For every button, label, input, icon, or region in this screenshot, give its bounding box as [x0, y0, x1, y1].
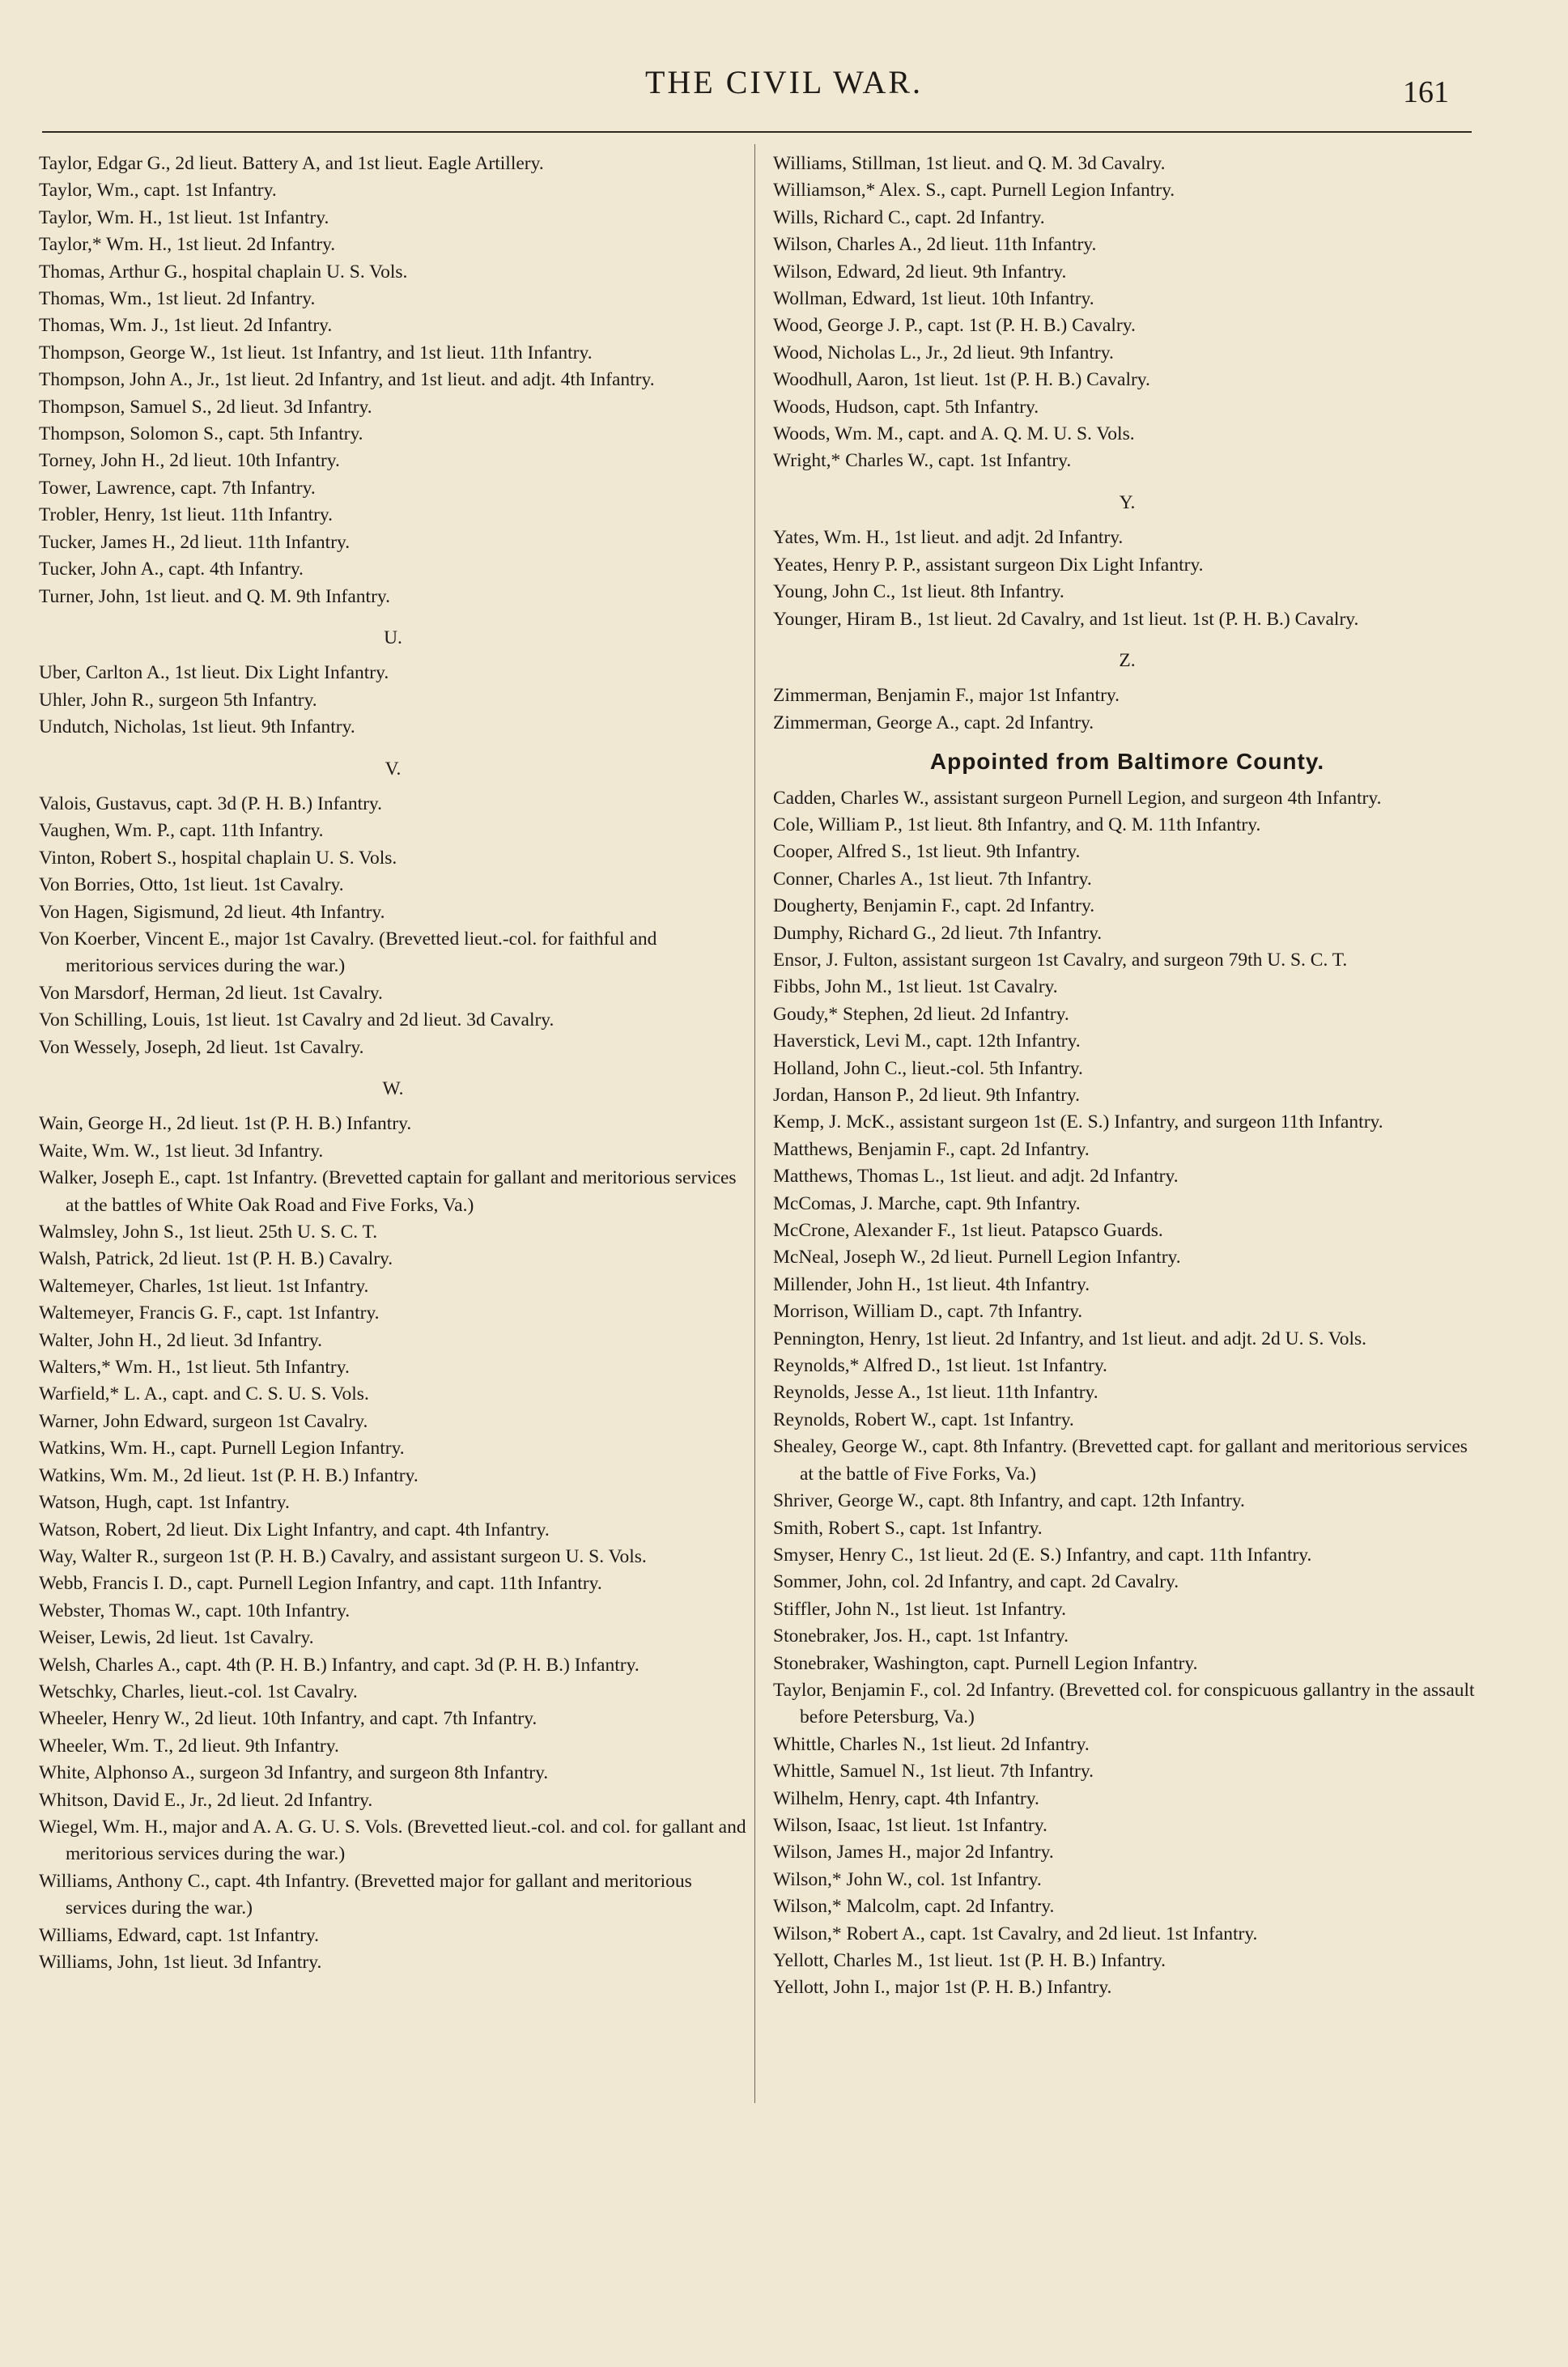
roster-entry: Yellott, Charles M., 1st lieut. 1st (P. H. B.) Infantry.: [773, 1950, 1166, 1971]
roster-entry: Walsh, Patrick, 2d lieut. 1st (P. H. B.) Cavalry.: [39, 1248, 393, 1270]
section-letter: W.: [382, 1078, 404, 1099]
roster-entry: Taylor,* Wm. H., 1st lieut. 2d Infantry.: [39, 234, 336, 256]
roster-entry: Williams, John, 1st lieut. 3d Infantry.: [39, 1952, 322, 1973]
roster-entry: Walter, John H., 2d lieut. 3d Infantry.: [39, 1329, 323, 1351]
roster-entry: Cadden, Charles W., assistant surgeon Purnell Legion, and surgeon 4th Infantry.: [773, 787, 1382, 809]
roster-entry: Kemp, J. McK., assistant surgeon 1st (E. S.) Infantry, and surgeon 11th Infantry.: [773, 1111, 1383, 1133]
roster-entry: Wilson, Edward, 2d lieut. 9th Infantry.: [773, 261, 1067, 283]
roster-entry: Wollman, Edward, 1st lieut. 10th Infantry.: [773, 288, 1094, 310]
roster-entry: Von Schilling, Louis, 1st lieut. 1st Cavalry and 2d lieut. 3d Cavalry.: [39, 1009, 555, 1031]
roster-entry: Wilson,* John W., col. 1st Infantry.: [773, 1868, 1042, 1890]
roster-entry: Young, John C., 1st lieut. 8th Infantry.: [773, 581, 1064, 603]
left-column: [39, 151, 747, 1976]
roster-entry: Wilson,* Robert A., capt. 1st Cavalry, and 2d lieut. 1st Infantry.: [773, 1923, 1258, 1944]
roster-entry: Von Borries, Otto, 1st lieut. 1st Cavalry.: [39, 874, 344, 896]
roster-entry: Von Koerber, Vincent E., major 1st Cavalry. (Brevetted lieut.-col. for faithful and meritorious services during the war.): [39, 928, 657, 977]
roster-entry: Turner, John, 1st lieut. and Q. M. 9th Infantry.: [39, 585, 390, 607]
roster-entry: Yellott, John I., major 1st (P. H. B.) Infantry.: [773, 1977, 1112, 1999]
roster-entry: Wilhelm, Henry, capt. 4th Infantry.: [773, 1787, 1039, 1809]
roster-entry: Yates, Wm. H., 1st lieut. and adjt. 2d Infantry.: [773, 527, 1124, 549]
roster-entry: Wright,* Charles W., capt. 1st Infantry.: [773, 450, 1072, 472]
roster-entry: Undutch, Nicholas, 1st lieut. 9th Infantry.: [39, 716, 355, 738]
roster-entry: Fibbs, John M., 1st lieut. 1st Cavalry.: [773, 976, 1058, 998]
roster-entry: Warfield,* L. A., capt. and C. S. U. S. Vols.: [39, 1383, 369, 1405]
roster-entry: Von Hagen, Sigismund, 2d lieut. 4th Infantry.: [39, 901, 385, 923]
roster-entry: Reynolds, Robert W., capt. 1st Infantry.: [773, 1409, 1074, 1430]
roster-entry: Holland, John C., lieut.-col. 5th Infantry.: [773, 1057, 1083, 1079]
roster-entry: Wilson, Isaac, 1st lieut. 1st Infantry.: [773, 1814, 1047, 1836]
roster-entry: Thompson, Samuel S., 2d lieut. 3d Infantry.: [39, 396, 372, 418]
roster-entry: Williamson,* Alex. S., capt. Purnell Legion Infantry.: [773, 180, 1175, 202]
roster-entry: Waltemeyer, Francis G. F., capt. 1st Infantry.: [39, 1302, 380, 1324]
roster-entry: Wheeler, Henry W., 2d lieut. 10th Infantry, and capt. 7th Infantry.: [39, 1708, 538, 1730]
roster-entry: Wilson, James H., major 2d Infantry.: [773, 1842, 1054, 1863]
roster-entry: Valois, Gustavus, capt. 3d (P. H. B.) Infantry.: [39, 793, 383, 814]
roster-entry: Thompson, Solomon S., capt. 5th Infantry.: [39, 423, 363, 445]
roster-entry: McComas, J. Marche, capt. 9th Infantry.: [773, 1192, 1081, 1214]
roster-entry: Williams, Stillman, 1st lieut. and Q. M. 3d Cavalry.: [773, 153, 1166, 174]
roster-entry: Conner, Charles A., 1st lieut. 7th Infantry.: [773, 868, 1092, 890]
roster-entry: Sommer, John, col. 2d Infantry, and capt. 2d Cavalry.: [773, 1571, 1179, 1593]
roster-entry: Shealey, George W., capt. 8th Infantry. (Brevetted capt. for gallant and meritorious services at the battle of Five Forks, Va.): [773, 1436, 1468, 1485]
running-head: THE CIVIL WAR.: [644, 64, 924, 100]
roster-entry: Thompson, John A., Jr., 1st lieut. 2d Infantry, and 1st lieut. and adjt. 4th Infantry.: [39, 369, 655, 391]
roster-entry: Stonebraker, Washington, capt. Purnell Legion Infantry.: [773, 1652, 1198, 1674]
roster-entry: Walmsley, John S., 1st lieut. 25th U. S. C. T.: [39, 1222, 378, 1243]
roster-entry: Cooper, Alfred S., 1st lieut. 9th Infantry.: [773, 841, 1081, 863]
column-divider: [754, 144, 755, 2103]
roster-entry: Stiffler, John N., 1st lieut. 1st Infantry.: [773, 1598, 1066, 1620]
roster-entry: Walker, Joseph E., capt. 1st Infantry. (Brevetted captain for gallant and meritorious services at the battles of White Oak Road and Five Forks, Va.): [39, 1167, 737, 1216]
roster-entry: Watson, Hugh, capt. 1st Infantry.: [39, 1492, 290, 1514]
roster-entry: White, Alphonso A., surgeon 3d Infantry, and surgeon 8th Infantry.: [39, 1762, 549, 1784]
roster-entry: Waltemeyer, Charles, 1st lieut. 1st Infantry.: [39, 1275, 369, 1297]
roster-entry: Dumphy, Richard G., 2d lieut. 7th Infantry.: [773, 922, 1103, 944]
roster-entry: Weiser, Lewis, 2d lieut. 1st Cavalry.: [39, 1627, 314, 1649]
roster-entry: Morrison, William D., capt. 7th Infantry.: [773, 1301, 1083, 1323]
roster-entry: Webster, Thomas W., capt. 10th Infantry.: [39, 1600, 351, 1621]
roster-entry: Woods, Wm. M., capt. and A. Q. M. U. S. Vols.: [773, 423, 1135, 445]
roster-entry: Tower, Lawrence, capt. 7th Infantry.: [39, 477, 316, 499]
roster-entry: Jordan, Hanson P., 2d lieut. 9th Infantry.: [773, 1085, 1080, 1106]
roster-entry: Uber, Carlton A., 1st lieut. Dix Light Infantry.: [39, 662, 389, 684]
section-letter: Y.: [1119, 491, 1136, 513]
roster-entry: Woodhull, Aaron, 1st lieut. 1st (P. H. B.) Cavalry.: [773, 369, 1150, 391]
roster-entry: Dougherty, Benjamin F., capt. 2d Infantry.: [773, 895, 1095, 917]
roster-entry: Wain, George H., 2d lieut. 1st (P. H. B.) Infantry.: [39, 1113, 412, 1135]
roster-entry: Whittle, Samuel N., 1st lieut. 7th Infantry.: [773, 1761, 1094, 1783]
roster-entry: Thompson, George W., 1st lieut. 1st Infantry, and 1st lieut. 11th Infantry.: [39, 342, 593, 363]
roster-entry: Wood, Nicholas L., Jr., 2d lieut. 9th Infantry.: [773, 342, 1114, 363]
roster-entry: Taylor, Edgar G., 2d lieut. Battery A, and 1st lieut. Eagle Artillery.: [39, 153, 544, 174]
roster-entry: Smith, Robert S., capt. 1st Infantry.: [773, 1517, 1043, 1539]
roster-entry: Watson, Robert, 2d lieut. Dix Light Infantry, and capt. 4th Infantry.: [39, 1519, 550, 1540]
roster-entry: Haverstick, Levi M., capt. 12th Infantry.: [773, 1031, 1081, 1052]
roster-entry: Williams, Edward, capt. 1st Infantry.: [39, 1924, 320, 1946]
roster-entry: Smyser, Henry C., 1st lieut. 2d (E. S.) Infantry, and capt. 11th Infantry.: [773, 1544, 1312, 1566]
roster-entry: Von Wessely, Joseph, 2d lieut. 1st Cavalry.: [39, 1036, 364, 1058]
roster-entry: Taylor, Wm., capt. 1st Infantry.: [39, 180, 277, 202]
roster-entry: Thomas, Arthur G., hospital chaplain U. S. Vols.: [39, 261, 408, 283]
roster-entry: Wills, Richard C., capt. 2d Infantry.: [773, 206, 1045, 228]
section-letter: Z.: [1119, 649, 1136, 671]
roster-entry: Welsh, Charles A., capt. 4th (P. H. B.) Infantry, and capt. 3d (P. H. B.) Infantry.: [39, 1654, 640, 1676]
roster-entry: Von Marsdorf, Herman, 2d lieut. 1st Cavalry.: [39, 982, 383, 1004]
roster-entry: Taylor, Wm. H., 1st lieut. 1st Infantry.: [39, 206, 329, 228]
roster-entry: McCrone, Alexander F., 1st lieut. Patapsco Guards.: [773, 1220, 1163, 1242]
right-column: [773, 151, 1481, 2002]
roster-entry: Wood, George J. P., capt. 1st (P. H. B.) Cavalry.: [773, 315, 1136, 337]
roster-entry: Watkins, Wm. H., capt. Purnell Legion Infantry.: [39, 1438, 405, 1460]
roster-entry: Tucker, James H., 2d lieut. 11th Infantry.: [39, 531, 351, 553]
roster-entry: Reynolds, Jesse A., 1st lieut. 11th Infantry.: [773, 1382, 1098, 1404]
roster-entry: Torney, John H., 2d lieut. 10th Infantry.: [39, 450, 340, 472]
roster-entry: Pennington, Henry, 1st lieut. 2d Infantry, and 1st lieut. and adjt. 2d U. S. Vols.: [773, 1328, 1367, 1349]
section-letter: V.: [385, 758, 402, 780]
roster-entry: Ensor, J. Fulton, assistant surgeon 1st Cavalry, and surgeon 79th U. S. C. T.: [773, 949, 1348, 971]
roster-entry: Zimmerman, Benjamin F., major 1st Infantry.: [773, 685, 1120, 707]
roster-entry: Whittle, Charles N., 1st lieut. 2d Infantry.: [773, 1733, 1090, 1755]
roster-entry: Walters,* Wm. H., 1st lieut. 5th Infantry.: [39, 1357, 350, 1379]
roster-entry: Younger, Hiram B., 1st lieut. 2d Cavalry, and 1st lieut. 1st (P. H. B.) Cavalry.: [773, 608, 1359, 630]
roster-entry: Williams, Anthony C., capt. 4th Infantry. (Brevetted major for gallant and meritorious services during the war.): [39, 1870, 692, 1919]
roster-entry: Cole, William P., 1st lieut. 8th Infantry, and Q. M. 11th Infantry.: [773, 814, 1261, 835]
roster-entry: Whitson, David E., Jr., 2d lieut. 2d Infantry.: [39, 1789, 373, 1811]
roster-entry: Thomas, Wm. J., 1st lieut. 2d Infantry.: [39, 315, 333, 337]
roster-entry: Webb, Francis I. D., capt. Purnell Legion Infantry, and capt. 11th Infantry.: [39, 1573, 602, 1595]
roster-entry: Reynolds,* Alfred D., 1st lieut. 1st Infantry.: [773, 1355, 1107, 1377]
roster-entry: Zimmerman, George A., capt. 2d Infantry.: [773, 712, 1094, 733]
page-number: 161: [1403, 75, 1449, 109]
roster-entry: Matthews, Benjamin F., capt. 2d Infantry.: [773, 1138, 1090, 1160]
roster-entry: Trobler, Henry, 1st lieut. 11th Infantry.: [39, 504, 334, 526]
roster-entry: Wilson,* Malcolm, capt. 2d Infantry.: [773, 1896, 1055, 1918]
roster-entry: Vinton, Robert S., hospital chaplain U. S. Vols.: [39, 847, 397, 869]
roster-entry: Stonebraker, Jos. H., capt. 1st Infantry.: [773, 1625, 1069, 1647]
roster-entry: Warner, John Edward, surgeon 1st Cavalry.: [39, 1410, 368, 1432]
section-heading: Appointed from Baltimore County.: [929, 749, 1325, 775]
roster-entry: McNeal, Joseph W., 2d lieut. Purnell Legion Infantry.: [773, 1247, 1181, 1268]
header-rule: [42, 131, 1472, 133]
roster-entry: Taylor, Benjamin F., col. 2d Infantry. (Brevetted col. for conspicuous gallantry in the assault before Petersburg, Va.): [773, 1679, 1475, 1728]
roster-entry: Uhler, John R., surgeon 5th Infantry.: [39, 689, 317, 711]
roster-entry: Shriver, George W., capt. 8th Infantry, and capt. 12th Infantry.: [773, 1490, 1245, 1512]
roster-entry: Wheeler, Wm. T., 2d lieut. 9th Infantry.: [39, 1735, 339, 1757]
roster-entry: Watkins, Wm. M., 2d lieut. 1st (P. H. B.) Infantry.: [39, 1464, 419, 1486]
roster-entry: Way, Walter R., surgeon 1st (P. H. B.) Cavalry, and assistant surgeon U. S. Vols.: [39, 1545, 647, 1567]
roster-entry: Wilson, Charles A., 2d lieut. 11th Infantry.: [773, 234, 1097, 256]
roster-entry: Vaughen, Wm. P., capt. 11th Infantry.: [39, 820, 324, 842]
roster-entry: Goudy,* Stephen, 2d lieut. 2d Infantry.: [773, 1003, 1069, 1025]
roster-entry: Matthews, Thomas L., 1st lieut. and adjt. 2d Infantry.: [773, 1166, 1179, 1188]
roster-entry: Millender, John H., 1st lieut. 4th Infantry.: [773, 1273, 1090, 1295]
roster-entry: Yeates, Henry P. P., assistant surgeon Dix Light Infantry.: [773, 554, 1204, 576]
roster-entry: Wiegel, Wm. H., major and A. A. G. U. S. Vols. (Brevetted lieut.-col. and col. for gallant and meritorious services during the war.): [39, 1816, 746, 1865]
roster-entry: Wetschky, Charles, lieut.-col. 1st Cavalry.: [39, 1681, 358, 1702]
roster-entry: Thomas, Wm., 1st lieut. 2d Infantry.: [39, 288, 316, 310]
roster-entry: Woods, Hudson, capt. 5th Infantry.: [773, 396, 1039, 418]
roster-entry: Waite, Wm. W., 1st lieut. 3d Infantry.: [39, 1140, 324, 1162]
section-letter: U.: [384, 627, 402, 648]
roster-entry: Tucker, John A., capt. 4th Infantry.: [39, 559, 304, 580]
